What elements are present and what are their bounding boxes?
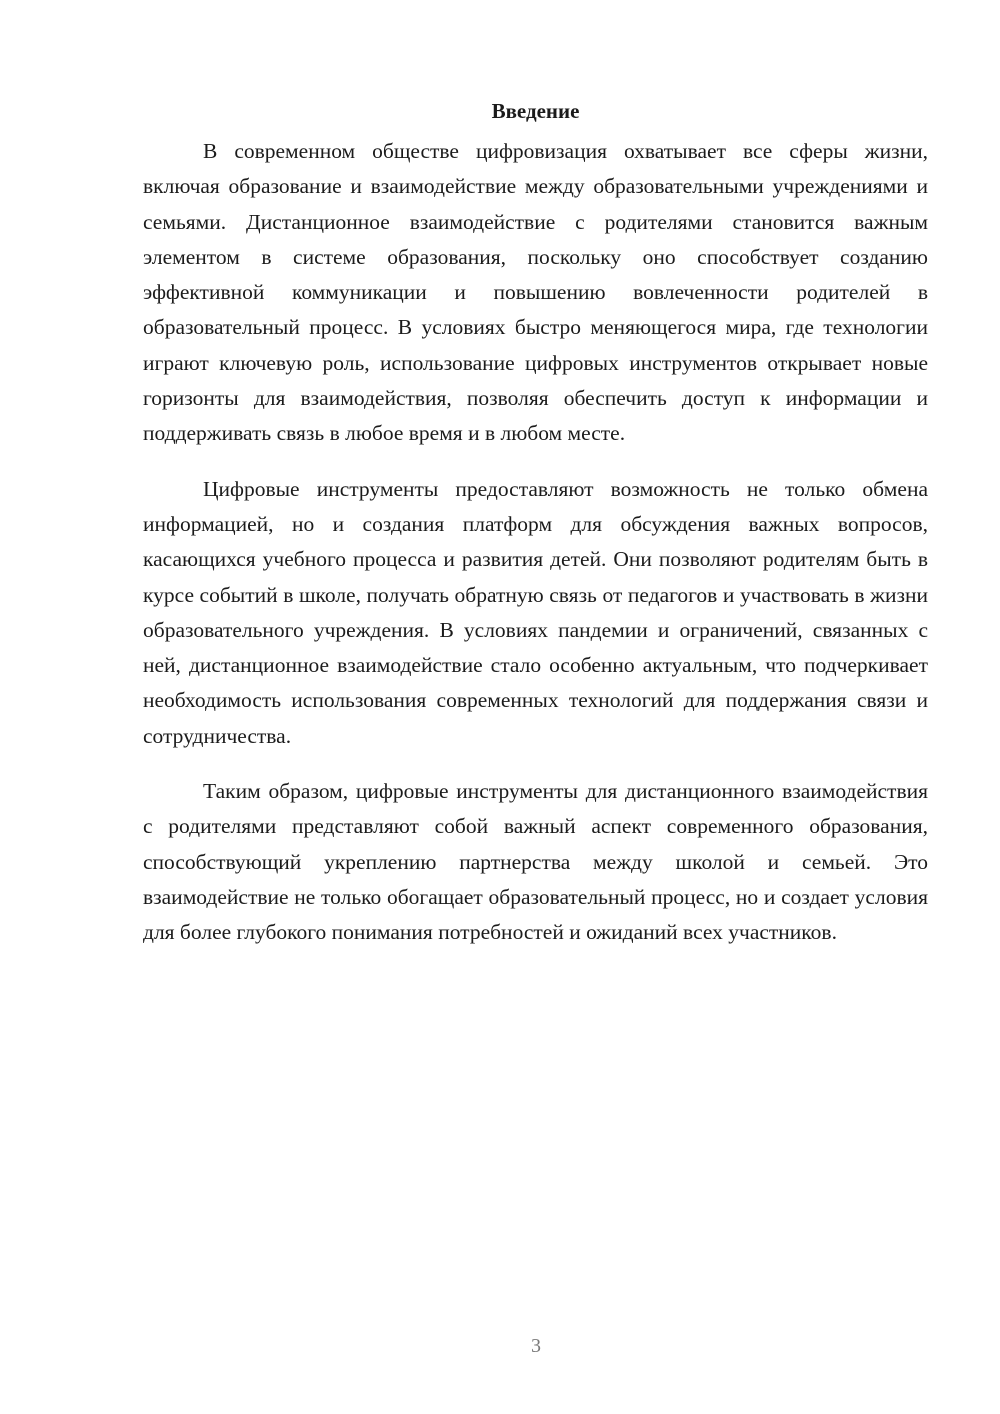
page-content [143, 96, 928, 951]
paragraph-2: Цифровые инструменты предоставляют возможность не только обмена информацией, но и создания платформ для обсуждения важных вопросов, касающихся учебного процесса и развития детей. Они позволяют родителям быть в курсе событий в школе, получать обратную связь от педагогов и участвовать в жизни образовательного учреждения. В условиях пандемии и ограничений, связанных с ней, дистанционное взаимодействие стало особенно актуальным, что подчеркивает необходимость использования современных технологий для поддержания связи и сотрудничества. [143, 476, 928, 748]
paragraph-1: В современном обществе цифровизация охватывает все сферы жизни, включая образование и взаимодействие между образовательными учреждениями и семьями. Дистанционное взаимодействие с родителями становится важным элементом в системе образования, поскольку оно способствует созданию эффективной коммуникации и повышению вовлеченности родителей в образовательный процесс. В условиях быстро меняющегося мира, где технологии играют ключевую роль, использование цифровых инструментов открывает новые горизонты для взаимодействия, позволяя обеспечить доступ к информации и поддерживать связь в любое время и в любом месте. [143, 139, 928, 446]
page-number: 3 [531, 1335, 541, 1357]
section-heading: Введение [491, 99, 580, 123]
paragraph-3: Таким образом, цифровые инструменты для дистанционного взаимодействия с родителями представляют собой важный аспект современного образования, способствующий укреплению партнерства между школой и семьей. Это взаимодействие не только обогащает образовательный процесс, но и создает условия для более глубокого понимания потребностей и ожиданий всех участников. [143, 779, 928, 945]
